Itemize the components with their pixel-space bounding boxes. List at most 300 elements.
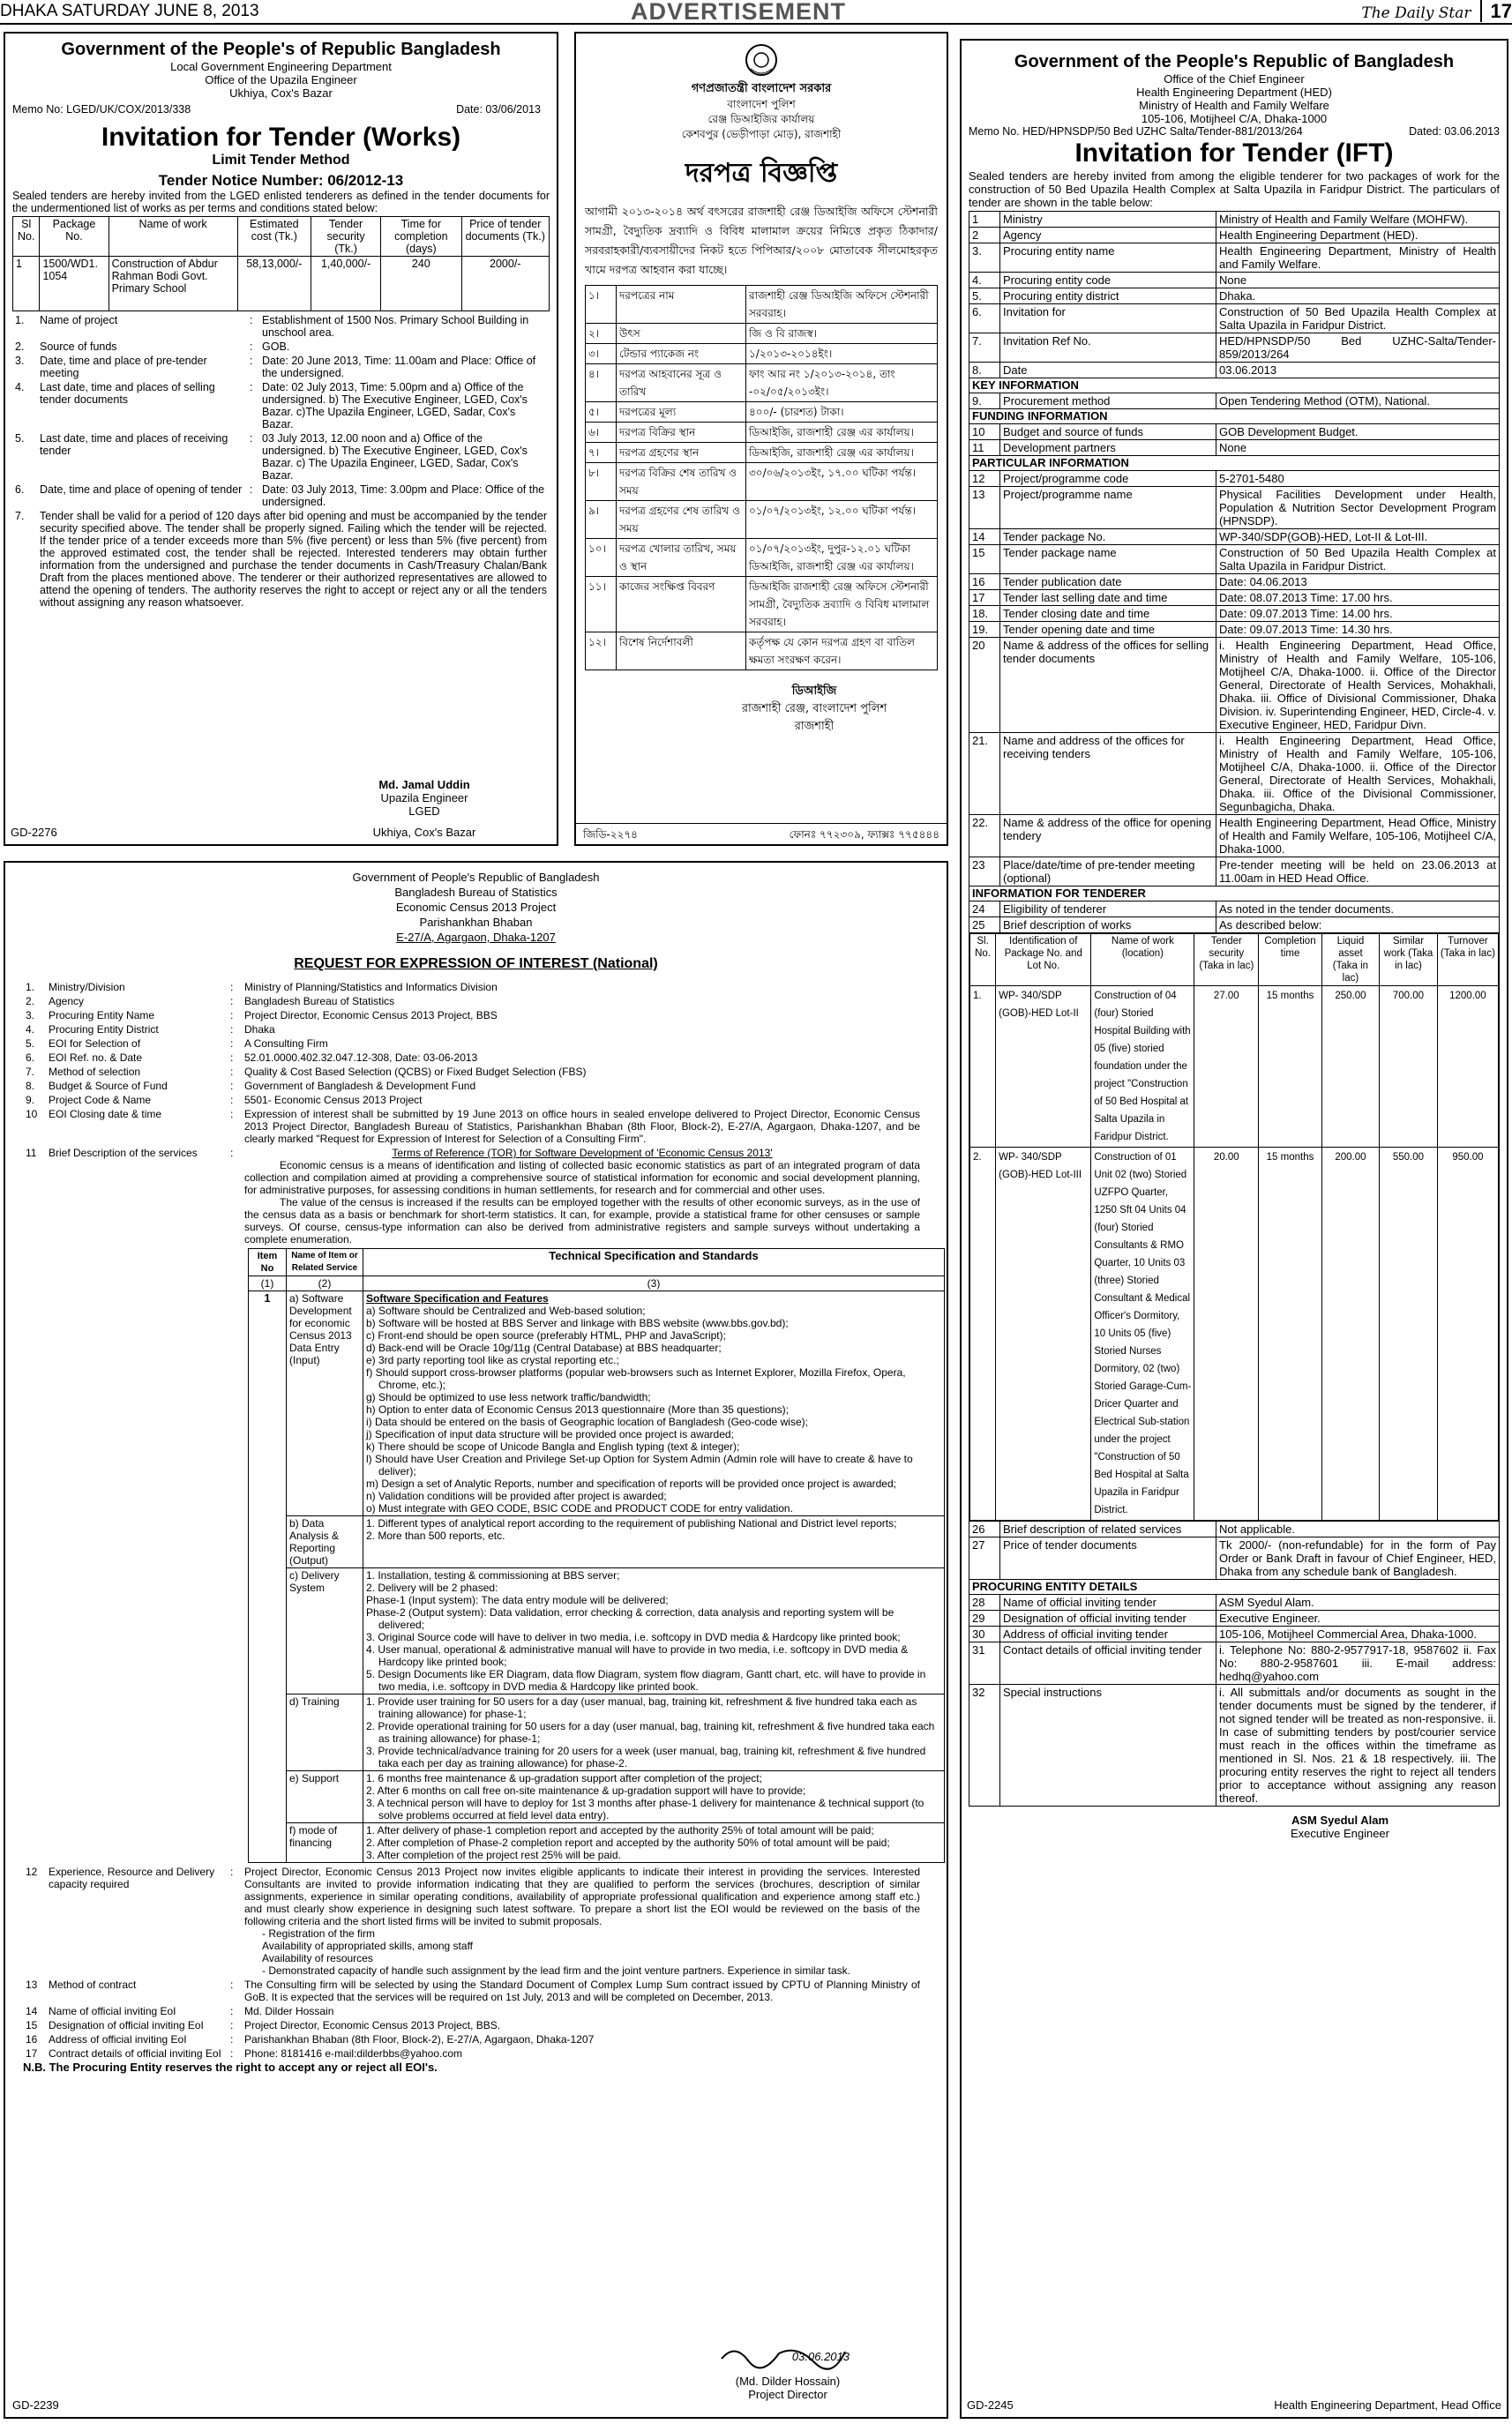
masthead bbox=[1361, 0, 1512, 23]
police-row bbox=[586, 423, 938, 443]
lged-col-header: Estimated cost (Tk.) bbox=[237, 217, 311, 257]
hed-signer: ASM Syedul Alam bbox=[1291, 1814, 1389, 1827]
hed-row-key: Name & address of the office for opening tendery bbox=[1000, 815, 1216, 857]
row-value: Phone: 8181416 e-mail:dilderbbs@yahoo.com bbox=[244, 2047, 463, 2060]
bbs-s6-name: f) mode of financing bbox=[287, 1823, 363, 1863]
lged-item-row bbox=[12, 313, 550, 340]
bbs-experience: 12 Experience, Resource and Delivery capacity required : Project Director, Economic Census 2013 Project now invites eligible applicants to indicate their interest in providing the services. Interested Consultants are invited to provide information indicating that they are qualified to perform the services (brochures, description of similar assignments, experience in similar operating conditions, availability of appropriate professional qualification and experience among staff etc.) and must clearly show experience in designing such latest software. To prepare a short list the EOI would be reviewed on the basis of the following criteria and the short listed firms will be invited to submit proposals. - Registration of the firm Availability of appropriated skills, among staff Availability of resources - Demonstrated capacity of handle such assignment by the lead firm and the joint venture partners. Experience in similar task. bbox=[26, 1866, 920, 1977]
kv-row bbox=[23, 2046, 923, 2061]
hed-row-no: 8. bbox=[969, 363, 1000, 378]
spec-line: a) Software should be Centralized and Web-based solution; bbox=[366, 1305, 646, 1317]
hed-row bbox=[969, 424, 1500, 440]
spec-line: 2. After 6 months on call free on-site maintenance & up-gradation support will have to provide; bbox=[366, 1784, 806, 1797]
bbs-title: REQUEST FOR EXPRESSION OF INTEREST (National) bbox=[294, 956, 658, 971]
row-no: 13 bbox=[26, 1979, 38, 1991]
row-colon: : bbox=[230, 1023, 234, 1036]
criteria-item: - Registration of the firm bbox=[262, 1927, 376, 1940]
row-no: 3. bbox=[26, 1009, 35, 1021]
kv-row bbox=[23, 1107, 923, 1146]
hed-section-row bbox=[969, 1580, 1500, 1595]
row-colon: : bbox=[230, 1094, 234, 1106]
hed-row-value: Date: 09.07.2013 Time: 14.30 hrs. bbox=[1216, 622, 1500, 638]
police-title: দরপত্র বিজ্ঞপ্তি bbox=[685, 158, 838, 189]
hed-row-key: Brief description of works bbox=[1000, 917, 1216, 933]
hed-row-key: Date bbox=[1000, 363, 1216, 378]
ad-hed-tender bbox=[960, 39, 1508, 2419]
police-row-no: ৫। bbox=[586, 402, 617, 423]
row-no: 8. bbox=[26, 1080, 35, 1092]
police-row-key: দরপত্রের মূল্য bbox=[617, 402, 746, 423]
hed-row-key: Name and address of the offices for receiving tenders bbox=[1000, 733, 1216, 815]
kv-row bbox=[23, 994, 923, 1008]
hed-row-key: Invitation for bbox=[1000, 304, 1216, 333]
row-no: 16 bbox=[26, 2033, 38, 2046]
police-address: কেশবপুর (ভেড়ীপাড়া মোড়), রাজশাহী bbox=[681, 128, 842, 140]
hed-row-value: i. All submittals and/or documents as sought in the tender documents must be signed by the tenderer, if not signed tender will be treated as non-responsive. ii. In case of submitting tenders by post/courier service must reach in the offices within the timeframe as mentioned in Sl. Nos. 21 & 18 respectively. iii. The procuring entity reserves the right to reject all tenders prior to acceptance without assigning any reason thereof. bbox=[1216, 1685, 1500, 1807]
hed-row-no: 9. bbox=[969, 393, 1000, 409]
police-row bbox=[586, 443, 938, 463]
hed-row-value: Date: 08.07.2013 Time: 17.00 hrs. bbox=[1216, 590, 1500, 606]
bbs-s4-name: d) Training bbox=[287, 1695, 363, 1771]
police-row-value: ফাং আর নং ১/২০১৩-২০১৪, তাং -০২/০৫/২০১৩ইং। bbox=[746, 364, 938, 402]
row-no: 7. bbox=[26, 1066, 35, 1078]
police-row-no: ১২। bbox=[586, 632, 617, 670]
row-no: 15 bbox=[26, 2019, 38, 2031]
row-colon: : bbox=[230, 2033, 234, 2046]
kv-row bbox=[23, 980, 923, 994]
lged-item-colon: : bbox=[250, 483, 253, 496]
lged-item-row bbox=[12, 354, 550, 380]
row-label: EOI Closing date & time bbox=[49, 1108, 162, 1120]
hed-row bbox=[969, 228, 1500, 243]
hed-row-key: Tender package name bbox=[1000, 545, 1216, 574]
hed-row-no: 6. bbox=[969, 304, 1000, 333]
bbs-tor: Terms of Reference (TOR) for Software Development of 'Economic Census 2013' bbox=[392, 1147, 773, 1159]
hed-row-value: Health Engineering Department (HED). bbox=[1216, 228, 1500, 243]
row-no: 2. bbox=[26, 995, 35, 1007]
lged-item-colon: : bbox=[250, 314, 253, 326]
row-no: 5. bbox=[26, 1037, 35, 1050]
police-row bbox=[586, 402, 938, 423]
hed-row-key: Procurement method bbox=[1000, 393, 1216, 409]
paper-logo: The Daily Star bbox=[1361, 4, 1471, 22]
bd-emblem bbox=[585, 42, 938, 81]
row-colon: : bbox=[230, 1009, 234, 1021]
lged-col-header: Sl No. bbox=[13, 217, 40, 257]
bbs-p1: Economic census is a means of identification and listing of collected basic economic statistics as part of an integrated program of data collection and compilation aimed at providing a comprehensive source of statistical information for economic and social development planning, for administrative purposes, for assessing conditions in human settlements, for research and for commercial and other uses. bbox=[244, 1159, 920, 1196]
lged-cell: 1 bbox=[13, 257, 40, 311]
hed-row-value: WP-340/SDP(GOB)-HED, Lot-II & Lot-III. bbox=[1216, 529, 1500, 545]
hed-row-no: 31 bbox=[969, 1642, 1000, 1685]
row-no: 10 bbox=[26, 1108, 38, 1120]
bbs-spec-table bbox=[248, 1248, 945, 1863]
row-label: Address of official inviting EoI bbox=[49, 2033, 187, 2046]
hed-works-data: 1. bbox=[970, 986, 996, 1148]
lged-notice: Tender Notice Number: 06/2012-13 bbox=[158, 172, 404, 189]
bbs-th2: Name of Item or Related Service bbox=[287, 1249, 363, 1276]
page-number: 17 bbox=[1480, 0, 1512, 22]
lged-intro: Sealed tenders are hereby invited from the LGED enlisted tenderers as defined in the tender documents for the undermentioned list of works as per terms and conditions stated below: bbox=[12, 190, 550, 214]
police-row-no: ১০। bbox=[586, 539, 617, 577]
kv-row bbox=[23, 1093, 923, 1107]
hed-row-no: 28 bbox=[969, 1595, 1000, 1611]
bbs-th3: Technical Specification and Standards bbox=[363, 1249, 945, 1276]
row-value: Quality & Cost Based Selection (QCBS) or Fixed Budget Selection (FBS) bbox=[244, 1066, 587, 1078]
kv-row bbox=[23, 2018, 923, 2032]
police-row-no: ৯। bbox=[586, 501, 617, 539]
hed-row-no: 3. bbox=[969, 243, 1000, 273]
hed-row-key: Budget and source of funds bbox=[1000, 424, 1216, 440]
lged-col-header: Package No. bbox=[40, 217, 109, 257]
hed-works-col: Tender security (Taka in lac) bbox=[1194, 934, 1259, 986]
emblem-icon bbox=[744, 42, 779, 78]
row-colon: : bbox=[230, 2019, 234, 2031]
hed-row-no: 7. bbox=[969, 333, 1000, 363]
kv-row bbox=[23, 2032, 923, 2046]
hed-row-value: Tk 2000/- (non-refundable) for in the form of Pay Order or Bank Draft in favour of Chief Engineer, HED, Dhaka from any schedule bank of Bangladesh. bbox=[1216, 1537, 1500, 1580]
police-row bbox=[586, 286, 938, 324]
bbs-nb: N.B. The Procuring Entity reserves the right to accept any or reject all EOI's. bbox=[23, 2061, 438, 2074]
lged-item-colon: : bbox=[250, 355, 253, 367]
spec-line: l) Should have User Creation and Privilege Set-up Option for System Admin (Admin role will have to create & have to deliver); bbox=[366, 1453, 913, 1478]
spec-line: 3. After completion of the project rest 25% will be paid. bbox=[366, 1849, 621, 1861]
hed-row bbox=[969, 574, 1500, 590]
row-label: Name of official inviting EoI bbox=[49, 2005, 176, 2017]
lged-col-header: Time for completion (days) bbox=[381, 217, 461, 257]
hed-row-key: Special instructions bbox=[1000, 1685, 1216, 1807]
hed-signer-org: Health Engineering Department, Head Office bbox=[1274, 2398, 1501, 2412]
hed-o4: 105-106, Motijheel C/A, Dhaka-1000 bbox=[1141, 112, 1328, 125]
hed-row-key: Project/programme name bbox=[1000, 487, 1216, 529]
hed-row-key: Address of official inviting tender bbox=[1000, 1627, 1216, 1642]
hed-signer-title: Executive Engineer bbox=[1290, 1827, 1389, 1840]
hed-row-no: 15 bbox=[969, 545, 1000, 574]
spec-line: 2. More than 500 reports, etc. bbox=[366, 1530, 505, 1542]
hed-works-data: Construction of 01 Unit 02 (two) Storied UZFPO Quarter, 1250 Sft 04 Units 04 (four) Storied Consultants & RMO Quarter, 10 Units 03 (three) Storied Consultant & Medical Officer's Dormitory, 10 Units 05 (five) Storied Nurses Dormitory, 02 (two) Storied Garage-Cum-Dricer Quarter and Electrical Sub-station under the project "Construction of 50 Bed Hospital at Salta Upazila in Faridpur District. bbox=[1091, 1148, 1194, 1521]
lged-signer-org: LGED bbox=[408, 804, 440, 818]
hed-works-data: 550.00 bbox=[1380, 1148, 1438, 1521]
hed-works-data: 700.00 bbox=[1380, 986, 1438, 1148]
bbs-h1: Government of People's Republic of Bangladesh bbox=[352, 871, 600, 884]
hed-org: Government of the People's Republic of Bangladesh bbox=[1014, 52, 1455, 71]
row-value: Government of Bangladesh & Development Fund bbox=[244, 1080, 476, 1092]
lged-dept: Local Government Engineering Department bbox=[170, 60, 392, 73]
hed-row-value: HED/HPNSDP/50 Bed UZHC-Salta/Tender-859/2013/264 bbox=[1216, 333, 1500, 363]
hed-row-value: None bbox=[1216, 440, 1500, 456]
lged-signer-title: Upazila Engineer bbox=[380, 791, 468, 804]
hed-row-key: Tender closing date and time bbox=[1000, 606, 1216, 622]
hed-row-key: Name & address of the offices for selling tender documents bbox=[1000, 638, 1216, 733]
police-row-value: কর্তৃপক্ষ যে কোন দরপত্র গ্রহণ বা বাতিল ক্ষমতা সংরক্ষণ করেন। bbox=[746, 632, 938, 670]
bbs-th1: Item No bbox=[249, 1249, 287, 1276]
row-colon: : bbox=[230, 2005, 234, 2017]
hed-works-data: 2. bbox=[970, 1148, 996, 1521]
ad-police-tender bbox=[574, 32, 948, 846]
police-table bbox=[585, 285, 938, 670]
kv-row bbox=[23, 1079, 923, 1093]
row-colon: : bbox=[230, 1979, 234, 1991]
spec-line: 1. Different types of analytical report according to the requirement of publishing National and District level reports; bbox=[366, 1517, 897, 1530]
hed-row-no: 19. bbox=[969, 622, 1000, 638]
hed-title: Invitation for Tender (IFT) bbox=[1074, 138, 1394, 168]
row-no: 4. bbox=[26, 1023, 35, 1036]
bbs-info bbox=[23, 980, 923, 1146]
hed-row-value: Executive Engineer. bbox=[1216, 1611, 1500, 1627]
hed-works-col: Liquid asset (Taka in lac) bbox=[1321, 934, 1379, 986]
row-value: Md. Dilder Hossain bbox=[244, 2005, 334, 2017]
lged-cell: 2000/- bbox=[461, 257, 550, 311]
hed-row-value: i. Health Engineering Department, Head Office, Ministry of Health and Family Welfare, 105-106, Motijheel C/A, Dhaka-1000. ii. Office of the Director General, Directorate of Health Services, Mohakhali, Dhaka. iii. Office of Divisional Commissioner, Dhaka Division. iv. Superintending Engineer, HED, Circle-4. v. Executive Engineer, HED, Faridpur Divn. bbox=[1216, 638, 1500, 733]
lged-item-value: Date: 02 July 2013, Time: 5.00pm and a) Office of the undersigned. b) The Executive Engineer, LGED, Cox's Bazar. c)The Upazila Engineer, LGED, Sadar, Cox's Bazar. bbox=[262, 381, 528, 430]
hed-row bbox=[969, 1627, 1500, 1642]
hed-signature bbox=[1180, 1814, 1500, 1840]
police-row-value: ১/২০১৩-২০১৪ইং। bbox=[746, 344, 938, 364]
kv-row bbox=[23, 1978, 923, 2004]
hed-section-row bbox=[969, 378, 1500, 393]
kv-row bbox=[23, 1036, 923, 1051]
hed-works-col: Identification of Package No. and Lot No. bbox=[996, 934, 1091, 986]
hed-works-data: 15 months bbox=[1259, 1148, 1321, 1521]
hed-row-value: 03.06.2013 bbox=[1216, 363, 1500, 378]
hed-row-no: 1 bbox=[969, 212, 1000, 228]
row-colon: : bbox=[230, 1108, 234, 1120]
hed-row-key: Agency bbox=[1000, 228, 1216, 243]
lged-item-no: 5. bbox=[15, 432, 25, 445]
hed-row bbox=[969, 590, 1500, 606]
hed-row-value: None bbox=[1216, 273, 1500, 288]
row-value: Dhaka bbox=[244, 1023, 275, 1036]
hed-row-key: Procuring entity name bbox=[1000, 243, 1216, 273]
spec-line: 1. Provide user training for 50 users for a day (user manual, bag, training kit, refreshment & five hundred taka each as training allowance) for phase-1; bbox=[366, 1695, 917, 1720]
hed-works-data: WP- 340/SDP (GOB)-HED Lot-III bbox=[996, 1148, 1091, 1521]
hed-row-value: Health Engineering Department, Head Office, Ministry of Health and Family Welfare, 105-106, Motijheel C/A, Dhaka-1000. bbox=[1216, 815, 1500, 857]
row-no: 6. bbox=[26, 1051, 35, 1064]
lged-item-row bbox=[12, 340, 550, 354]
police-row-key: দরপত্র গ্রহণের স্থান bbox=[617, 443, 746, 463]
police-row-no: ১। bbox=[586, 286, 617, 324]
hed-row-key: Price of tender documents bbox=[1000, 1537, 1216, 1580]
hed-row bbox=[969, 304, 1500, 333]
lged-place: Ukhiya, Cox's Bazar bbox=[229, 86, 333, 100]
bbs-s1-name: a) Software Development for economic Census 2013 Data Entry (Input) bbox=[287, 1291, 363, 1516]
kv-row bbox=[23, 1022, 923, 1036]
lged-item-colon: : bbox=[250, 432, 253, 445]
hed-row bbox=[969, 393, 1500, 409]
hed-row-value: 105-106, Motijheel Commercial Area, Dhaka-1000. bbox=[1216, 1627, 1500, 1642]
hed-row-value: Health Engineering Department, Ministry of Health and Family Welfare. bbox=[1216, 243, 1500, 273]
hed-row bbox=[969, 363, 1500, 378]
lged-item7: 7. Tender shall be valid for a period of 120 days after bid opening and must be accompanied by the tender security specified above. The tender shall be properly signed. Failing which the tender will be rejected. If the tender price of a tender exceeds more than 5% (five percent) or less than 5% (five percent) from the approved estimated cost, the tender shall be rejected. Interested tenderers may obtain further information from the undersigned and purchase the tender documents in Cash/Treasury Chalan/Bank Draft from the places mentioned above. The tenderer or their authorized representatives are allowed to attend the opening of tenders. The authority reserves the right to accept or reject any or all the tenders without assigning any reason whatsoever. bbox=[12, 509, 550, 610]
hed-row-no: 18. bbox=[969, 606, 1000, 622]
police-row-key: দরপত্রের নাম bbox=[617, 286, 746, 324]
hed-row-value: Construction of 50 Bed Upazila Health Complex at Salta Upazila in Faridpur District. bbox=[1216, 545, 1500, 574]
spec-line: i) Data should be entered on the basis of Geographic location of Bangladesh (Geo-code wise); bbox=[366, 1416, 808, 1428]
lged-item-no: 1. bbox=[15, 314, 25, 326]
hed-row bbox=[969, 1611, 1500, 1627]
hed-row bbox=[969, 902, 1500, 917]
hed-row-no: 2 bbox=[969, 228, 1000, 243]
hed-row-key: Invitation Ref No. bbox=[1000, 333, 1216, 363]
police-row bbox=[586, 463, 938, 501]
spec-line: d) Back-end will be Oracle 10g/11g (Central Database) at BBS headquarter; bbox=[366, 1342, 722, 1354]
police-row bbox=[586, 364, 938, 402]
bbs-h5: E-27/A, Agargaon, Dhaka-1207 bbox=[396, 931, 556, 944]
lged-item-value: Date: 03 July 2013, Time: 3.00pm and Place: Office of the undersigned. bbox=[262, 483, 545, 508]
lged-col-header: Tender security (Tk.) bbox=[311, 217, 381, 257]
bbs-s3-name: c) Delivery System bbox=[287, 1568, 363, 1695]
hed-row-no: 10 bbox=[969, 424, 1000, 440]
hed-works-data-row bbox=[970, 986, 1499, 1148]
criteria-item: - Demonstrated capacity of handle such assignment by the lead firm and the joint venture partners. Experience in similar task. bbox=[262, 1964, 851, 1977]
spec-line: 1. Installation, testing & commissioning at BBS server; bbox=[366, 1569, 620, 1582]
hed-row-value: GOB Development Budget. bbox=[1216, 424, 1500, 440]
police-row-key: দরপত্র আহবানের সূত্র ও তারিখ bbox=[617, 364, 746, 402]
lged-item-no: 6. bbox=[15, 483, 25, 496]
hed-date: Dated: 03.06.2013 bbox=[1409, 125, 1500, 138]
kv-row bbox=[23, 2004, 923, 2018]
hed-row bbox=[969, 487, 1500, 529]
hed-o3: Ministry of Health and Family Welfare bbox=[1139, 99, 1329, 112]
row-colon: : bbox=[230, 1080, 234, 1092]
hed-row-no: 30 bbox=[969, 1627, 1000, 1642]
hed-works-header bbox=[970, 934, 1499, 986]
lged-cell: 58,13,000/- bbox=[237, 257, 311, 311]
row-value: Expression of interest shall be submitted by 19 June 2013 on office hours in sealed envelope delivered to Project Director, Economic Census 2013 Project Director, Bangladesh Bureau of Statistics, Parishankhan Bhaban (8th Floor, Block-2), E-27/A, Agargaon, Dhaka-1207, and be clearly marked "Request for Expression of Interest for Selection of a Consulting Firm". bbox=[244, 1108, 920, 1145]
spec-line: 2. Delivery will be 2 phased: bbox=[366, 1582, 498, 1594]
lged-office: Office of the Upazila Engineer bbox=[205, 73, 357, 86]
lged-works-table bbox=[12, 216, 550, 311]
hed-works-col: Turnover (Taka in lac) bbox=[1437, 934, 1498, 986]
hed-works-col: Name of work (location) bbox=[1091, 934, 1194, 986]
lged-item-no: 3. bbox=[15, 355, 25, 367]
hed-row-value: Construction of 50 Bed Upazila Health Complex at Salta Upazila in Faridpur District. bbox=[1216, 304, 1500, 333]
lged-item-no: 2. bbox=[15, 340, 25, 353]
bbs-h2: Bangladesh Bureau of Statistics bbox=[394, 886, 558, 899]
hed-row-value: Not applicable. bbox=[1216, 1522, 1500, 1537]
police-office: রেঞ্জ ডিআইজির কার্যালয় bbox=[707, 113, 815, 125]
row-label: Contract details of official inviting EoI bbox=[49, 2047, 221, 2060]
hed-table bbox=[969, 211, 1500, 1807]
hed-row bbox=[969, 243, 1500, 273]
row-label: EOI Ref. no. & Date bbox=[49, 1051, 143, 1064]
hed-section-title: PROCURING ENTITY DETAILS bbox=[969, 1580, 1500, 1595]
lged-item-value: GOB. bbox=[262, 340, 290, 353]
row-value: Ministry of Planning/Statistics and Informatics Division bbox=[244, 981, 498, 993]
hed-row bbox=[969, 606, 1500, 622]
kv-row bbox=[23, 1008, 923, 1022]
hed-row bbox=[969, 333, 1500, 363]
spec-line: c) Front-end should be open source (preferably HTML, PHP and JavaScript); bbox=[366, 1329, 726, 1342]
hed-row-no: 23 bbox=[969, 857, 1000, 887]
hed-row-value: Physical Facilities Development under Health, Population & Nutrition Sector Development Program (HPNSDP). bbox=[1216, 487, 1500, 529]
spec-line: e) 3rd party reporting tool like as crystal reporting etc.; bbox=[366, 1354, 619, 1366]
police-org: বাংলাদেশ পুলিশ bbox=[727, 98, 796, 110]
hed-row-key: Tender last selling date and time bbox=[1000, 590, 1216, 606]
hed-row-key: Tender publication date bbox=[1000, 574, 1216, 590]
lged-cell: 1,40,000/- bbox=[311, 257, 381, 311]
police-intro: আগামী ২০১৩-২০১৪ অর্থ বৎসরের রাজশাহী রেঞ্জ ডিআইজি অফিসে স্টেশনারী সামগ্রী, বৈদ্যুতিক দ্রব্যাদি ও বিবিধ মালামাল ক্রয়ের নিমিত্তে প্রকৃত ঠিকাদার/সরবরাহকারী/ব্যবসায়ীদের নিকট হতে পিপিআর/২০০৮ মোতাবেক সীলমোহরকৃত খামে দরপত্র আহবান করা যাচ্ছে। bbox=[585, 205, 938, 276]
hed-row-key: Tender opening date and time bbox=[1000, 622, 1216, 638]
hed-row-no: 25 bbox=[969, 917, 1000, 933]
hed-section-title: INFORMATION FOR TENDERER bbox=[969, 887, 1500, 902]
lged-signer-place: Ukhiya, Cox's Bazar bbox=[372, 826, 476, 839]
hed-row bbox=[969, 1595, 1500, 1611]
bbs-signature-scribble bbox=[717, 2341, 850, 2371]
hed-row-no: 32 bbox=[969, 1685, 1000, 1807]
hed-o1: Office of the Chief Engineer bbox=[1164, 72, 1305, 86]
hed-row bbox=[969, 622, 1500, 638]
lged-cell: 1500/WD1. 1054 bbox=[40, 257, 109, 311]
police-row-value: ৩০/০৬/২০১৩ইং, ১৭.০০ ঘটিকা পর্যন্ত। bbox=[746, 463, 938, 501]
spec-line: Phase-2 (Output system): Data validation, error checking & correction, data analysis and reporting system will be delivered; bbox=[366, 1606, 894, 1631]
police-row-value: ৪০০/- (চারশত) টাকা। bbox=[746, 402, 938, 423]
police-row-no: ৭। bbox=[586, 443, 617, 463]
hed-row bbox=[969, 545, 1500, 574]
lged-code: GD-2276 bbox=[11, 826, 57, 839]
lged-item-value: Date: 20 June 2013, Time: 11.00am and Place: Office of the undersigned. bbox=[262, 355, 536, 379]
police-phone: ফোনঃ ৭৭২৩০৯, ফ্যাক্সঃ ৭৭৫৪৪৪ bbox=[789, 828, 939, 841]
lged-title: Invitation for Tender (Works) bbox=[101, 123, 461, 152]
row-label: Budget & Source of Fund bbox=[49, 1080, 168, 1092]
bbs-s5-name: e) Support bbox=[287, 1771, 363, 1823]
police-row bbox=[586, 324, 938, 344]
hed-row-no: 16 bbox=[969, 574, 1000, 590]
police-gov: গণপ্রজাতন্ত্রী বাংলাদেশ সরকার bbox=[691, 82, 832, 95]
spec-line: o) Must integrate with GEO CODE, BSIC CODE and PRODUCT CODE for entry validation. bbox=[366, 1502, 793, 1515]
lged-item-label: Last date, time and places of selling tender documents bbox=[40, 381, 215, 406]
police-row-no: ২। bbox=[586, 324, 617, 344]
hed-o2: Health Engineering Department (HED) bbox=[1136, 86, 1332, 99]
hed-section-row bbox=[969, 887, 1500, 902]
hed-works-data: Construction of 04 (four) Storied Hospital Building with 05 (five) storied foundation under the project "Construction of 50 Bed Hospital at Salta Upazila in Faridpur District. bbox=[1091, 986, 1194, 1148]
section-title: ADVERTISEMENT bbox=[631, 0, 847, 25]
row-no: 14 bbox=[26, 2005, 38, 2017]
spec-line: k) There should be scope of Unicode Bangla and English typing (text & integer); bbox=[366, 1440, 740, 1453]
hed-section-title: PARTICULAR INFORMATION bbox=[969, 456, 1500, 471]
hed-works-data: 27.00 bbox=[1194, 986, 1259, 1148]
police-sig1: ডিআইজি bbox=[791, 685, 837, 698]
hed-memo: Memo No. HED/HPNSDP/50 Bed UZHC Salta/Tender-881/2013/264 bbox=[969, 125, 1303, 138]
hed-intro: Sealed tenders are hereby invited from among the eligible tenderer for two packages of work for the construction of 50 Bed Upazila Health Complex at Salta Upazila in Faridpur District. The particulars of tender are shown in the table below: bbox=[969, 169, 1500, 209]
police-row-no: ৩। bbox=[586, 344, 617, 364]
hed-section-title: KEY INFORMATION bbox=[969, 378, 1500, 393]
hed-row-key: Procuring entity district bbox=[1000, 288, 1216, 304]
hed-row-value: As described below: bbox=[1216, 917, 1500, 933]
lged-item-label: Last date, time and places of receiving tender bbox=[40, 432, 228, 457]
hed-row-no: 20 bbox=[969, 638, 1000, 733]
hed-row-no: 24 bbox=[969, 902, 1000, 917]
ad-bbs-eoi bbox=[4, 861, 948, 2419]
spec-line: 3. Provide technical/advance training for 20 users for a week (user manual, bag, training kit, refreshment & five hundred taka each per day as training allowance) for phase-2. bbox=[366, 1745, 926, 1769]
row-colon: : bbox=[230, 1051, 234, 1064]
hed-works-data: 20.00 bbox=[1194, 1148, 1259, 1521]
row-value: The Consulting firm will be selected by using the Standard Document of Complex Lump Sum contract issued by CPTU of Planning Ministry of GoB. It is expected that the services will be required on 1st July, 2013 and will be completed on December, 2013. bbox=[244, 1979, 920, 2003]
criteria-item: Availability of resources bbox=[262, 1952, 373, 1964]
hed-row-key: Designation of official inviting tender bbox=[1000, 1611, 1216, 1627]
police-row-value: জি ও বি রাজস্ব। bbox=[746, 324, 938, 344]
lged-details bbox=[12, 313, 550, 509]
hed-row-no: 21. bbox=[969, 733, 1000, 815]
lged-memo: Memo No: LGED/UK/COX/2013/338 bbox=[12, 103, 191, 116]
hed-row-no: 26 bbox=[969, 1522, 1000, 1537]
police-row-no: ৮। bbox=[586, 463, 617, 501]
hed-row-key: Ministry bbox=[1000, 212, 1216, 228]
police-row-value: রাজশাহী রেঞ্জ ডিআইজি অফিসে স্টেশনারী সরবরাহ। bbox=[746, 286, 938, 324]
hed-row-value: i. Health Engineering Department, Head Office, Ministry of Health and Family Welfare, 105-106, Motijheel C/A, Dhaka-1000. ii. Office of the Director General, Directorate of Health Services, Mohakhali, Dhaka. iii. Office of the Divisional Commissioner, Segunbagicha, Dhaka. bbox=[1216, 733, 1500, 815]
bbs-r12-text: Project Director, Economic Census 2013 Project now invites eligible applicants to indicate their interest in providing the services. Interested Consultants are invited to provide information indicating that they are qualified to perform the services (brochures, description of similar assignments, experience in similar operating conditions, availability of appropriate professional qualification and experience among staff etc.) and must clearly show experience in designing such latest software. To prepare a short list the EOI would be reviewed on the basis of the following criteria and the short listed firms will be invited to submit proposals. bbox=[244, 1866, 920, 1927]
spec-line: 4. User manual, operational & administrative manual will have to provide in two media, i.e. softcopy in DVD media & Hardcopy like printed book; bbox=[366, 1643, 909, 1668]
hed-row bbox=[969, 733, 1500, 815]
